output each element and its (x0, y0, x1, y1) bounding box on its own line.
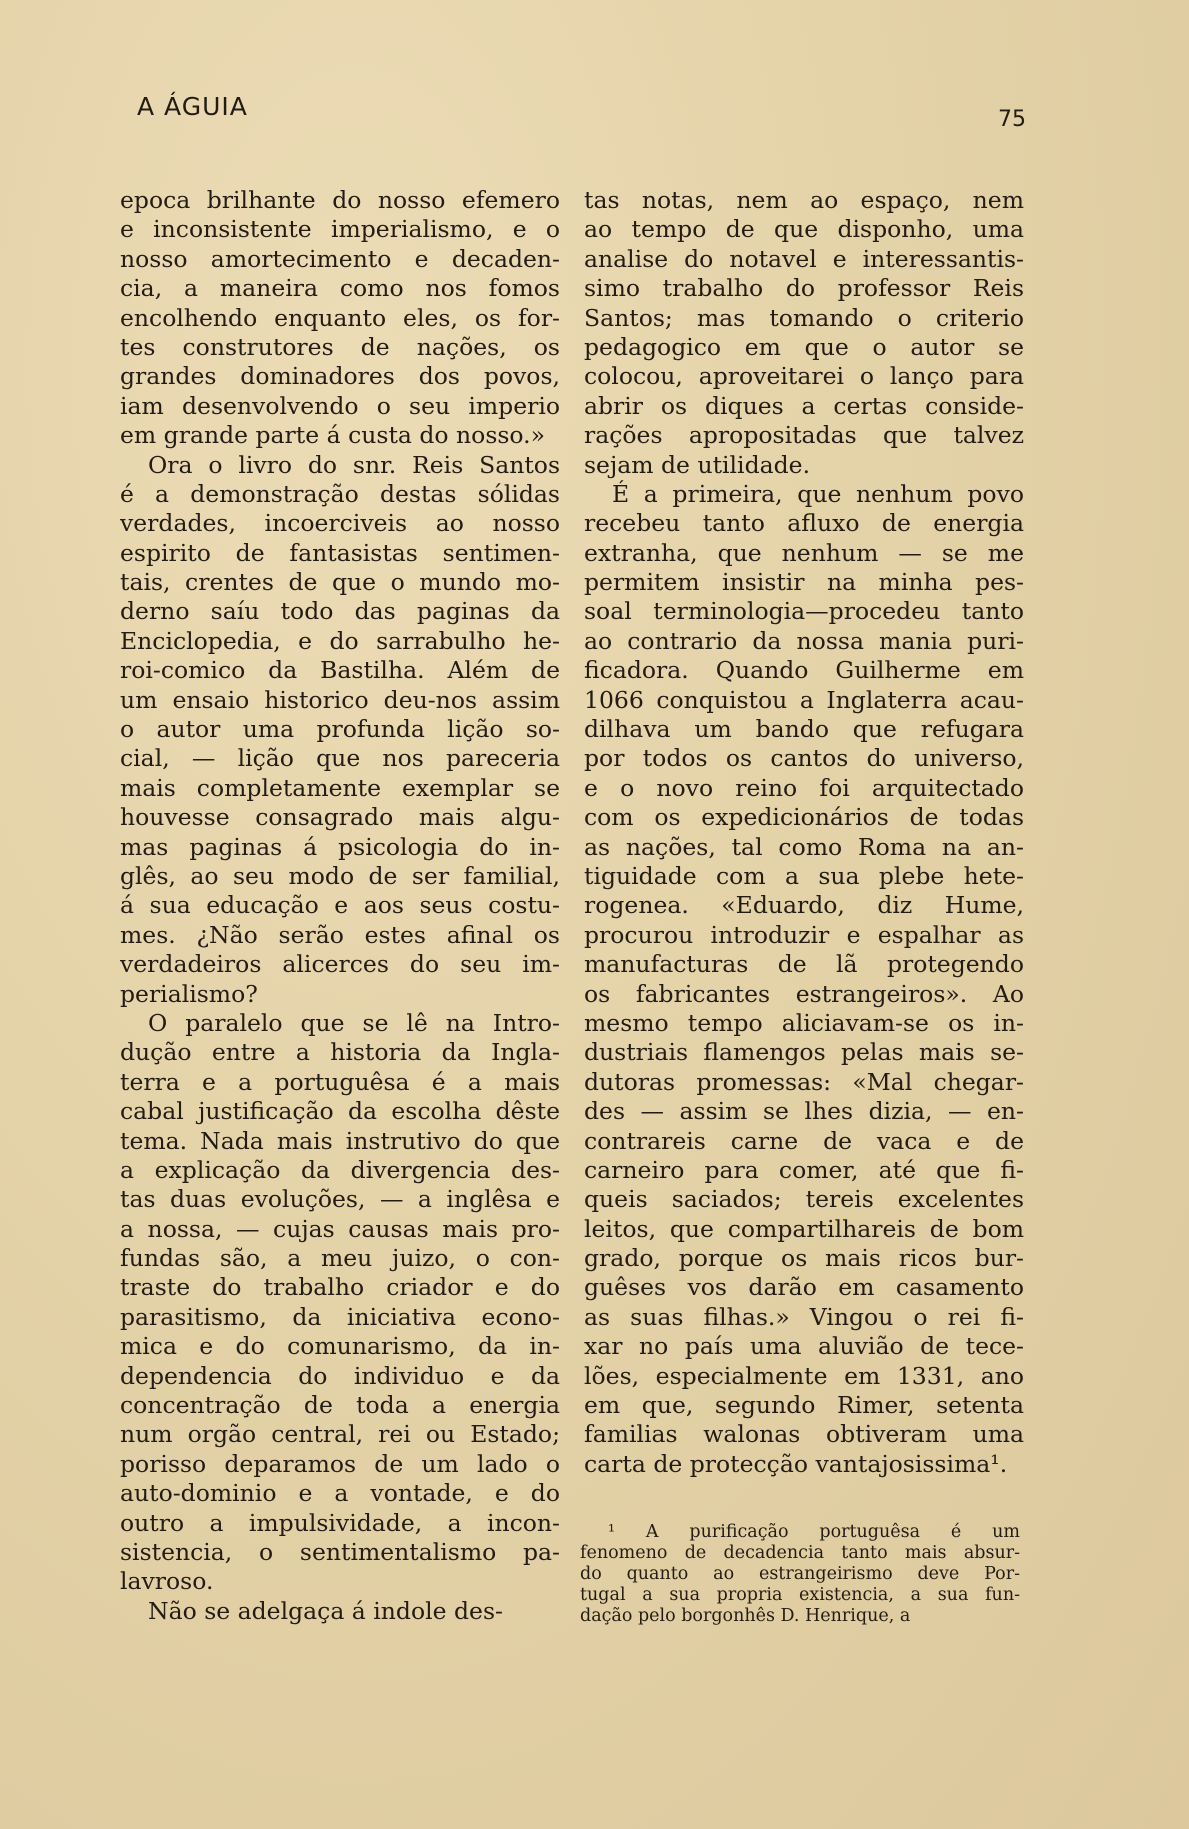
text-line: mas paginas á psicologia do in- (120, 832, 560, 861)
text-line: mais completamente exemplar se (120, 773, 560, 802)
text-line: perialismo? (120, 979, 258, 1008)
text-line: sejam de utilidade. (584, 450, 811, 479)
text-line: as nações, tal como Roma na an- (584, 832, 1024, 861)
text-line: soal terminologia—procedeu tanto (584, 597, 1024, 626)
text-line: grandes dominadores dos povos, (120, 362, 560, 391)
text-line: dação pelo borgonhês D. Henrique, a (580, 1606, 911, 1626)
text-line: permitem insistir na minha pes- (584, 568, 1024, 597)
text-line: terra e a portuguêsa é a mais (120, 1067, 560, 1096)
text-line: tugal a sua propria existencia, a sua fun- (580, 1585, 1020, 1605)
text-line: dustriais flamengos pelas mais se- (584, 1038, 1024, 1067)
text-line: analise do notavel e interessantis- (584, 244, 1024, 273)
text-line: houvesse consagrado mais algu- (120, 803, 560, 832)
footnote (580, 1522, 1020, 1627)
text-line: ficadora. Quando Guilherme em (584, 656, 1024, 685)
text-line: é a demonstração destas sólidas (120, 479, 560, 508)
text-line: com os expedicionários de todas (584, 803, 1024, 832)
text-line: cabal justificação da escolha dêste (120, 1097, 560, 1126)
text-line: espirito de fantasistas sentimen- (120, 538, 560, 567)
text-line: derno saíu todo das paginas da (120, 597, 560, 626)
text-line: em que, segundo Rimer, setenta (584, 1391, 1024, 1420)
text-line: cial, — lição que nos pareceria (120, 744, 560, 773)
text-line: ¹ A purificação portuguêsa é um (608, 1522, 1020, 1542)
text-line: tas notas, nem ao espaço, nem (584, 186, 1024, 214)
text-line: auto-dominio e a vontade, e do (120, 1479, 560, 1508)
right-text-column (584, 186, 1024, 1479)
text-line: extranha, que nenhum — se me (584, 538, 1024, 567)
text-line: mesmo tempo aliciavam-se os in- (584, 1008, 1024, 1037)
running-header-title: A ÁGUIA (137, 92, 248, 121)
text-line: rogenea. «Eduardo, diz Hume, (584, 891, 1024, 920)
text-line: Ora o livro do snr. Reis Santos (148, 450, 560, 479)
text-line: tais, crentes de que o mundo mo- (120, 568, 560, 597)
text-line: O paralelo que se lê na Intro- (148, 1008, 560, 1037)
text-line: carneiro para comer, até que fi- (584, 1155, 1024, 1184)
text-line: guêses vos darão em casamento (584, 1273, 1024, 1302)
text-line: roi-comico da Bastilha. Além de (120, 656, 560, 685)
text-line: rações apropositadas que talvez (584, 421, 1024, 450)
text-line: recebeu tanto afluxo de energia (584, 509, 1024, 538)
text-line: familias walonas obtiveram uma (584, 1420, 1024, 1449)
text-line: verdades, incoerciveis ao nosso (120, 509, 560, 538)
text-line: Enciclopedia, e do sarrabulho he- (120, 626, 560, 655)
text-line: cia, a maneira como nos fomos (120, 274, 560, 303)
text-line: queis saciados; tereis excelentes (584, 1185, 1024, 1214)
text-line: procurou introduzir e espalhar as (584, 920, 1024, 949)
text-line: abrir os diques a certas conside- (584, 391, 1024, 420)
text-line: Não se adelgaça á indole des- (148, 1596, 503, 1625)
text-line: em grande parte á custa do nosso.» (120, 421, 546, 450)
text-line: a nossa, — cujas causas mais pro- (120, 1214, 560, 1243)
text-line: dução entre a historia da Ingla- (120, 1038, 560, 1067)
text-line: lões, especialmente em 1331, ano (584, 1361, 1024, 1390)
text-line: tiguidade com a sua plebe hete- (584, 861, 1024, 890)
text-line: tas duas evoluções, — a inglêsa e (120, 1185, 560, 1214)
text-line: contrareis carne de vaca e de (584, 1126, 1024, 1155)
text-line: e inconsistente imperialismo, e o (120, 215, 560, 244)
text-line: des — assim se lhes dizia, — en- (584, 1097, 1024, 1126)
text-line: leitos, que compartilhareis de bom (584, 1214, 1024, 1243)
text-line: carta de protecção vantajosissima¹. (584, 1449, 1008, 1478)
text-line: os fabricantes estrangeiros». Ao (584, 979, 1024, 1008)
text-line: dutoras promessas: «Mal chegar- (584, 1067, 1024, 1096)
text-line: as suas filhas.» Vingou o rei fi- (584, 1302, 1024, 1331)
text-line: mica e do comunarismo, da in- (120, 1332, 560, 1361)
text-line: outro a impulsividade, a incon- (120, 1508, 560, 1537)
text-line: porisso deparamos de um lado o (120, 1449, 560, 1478)
text-line: glês, ao seu modo de ser familial, (120, 861, 560, 890)
text-line: mes. ¿Não serão estes afinal os (120, 920, 560, 949)
text-line: lavroso. (120, 1567, 214, 1596)
text-line: xar no país uma aluvião de tece- (584, 1332, 1024, 1361)
text-line: grado, porque os mais ricos bur- (584, 1244, 1024, 1273)
text-line: a explicação da divergencia des- (120, 1155, 560, 1184)
text-line: tes construtores de nações, os (120, 332, 560, 361)
text-line: o autor uma profunda lição so- (120, 715, 560, 744)
text-line: do quanto ao estrangeirismo deve Por- (580, 1564, 1020, 1584)
page-number: 75 (998, 107, 1026, 132)
text-line: sistencia, o sentimentalismo pa- (120, 1537, 560, 1566)
text-line: nosso amortecimento e decaden- (120, 244, 560, 273)
text-line: manufacturas de lã protegendo (584, 950, 1024, 979)
text-line: concentração de toda a energia (120, 1391, 560, 1420)
text-line: ao tempo de que disponho, uma (584, 215, 1024, 244)
text-line: 1066 conquistou a Inglaterra acau- (584, 685, 1024, 714)
text-line: traste do trabalho criador e do (120, 1273, 560, 1302)
text-line: dependencia do individuo e da (120, 1361, 560, 1390)
text-line: Santos; mas tomando o criterio (584, 303, 1024, 332)
text-line: ao contrario da nossa mania puri- (584, 626, 1024, 655)
text-line: fundas são, a meu juizo, o con- (120, 1244, 560, 1273)
text-line: encolhendo enquanto eles, os for- (120, 303, 560, 332)
text-line: colocou, aproveitarei o lanço para (584, 362, 1024, 391)
text-line: um ensaio historico deu-nos assim (120, 685, 560, 714)
left-text-column (120, 186, 560, 1626)
text-line: pedagogico em que o autor se (584, 332, 1024, 361)
text-line: e o novo reino foi arquitectado (584, 773, 1024, 802)
text-line: parasitismo, da iniciativa econo- (120, 1302, 560, 1331)
text-line: simo trabalho do professor Reis (584, 274, 1024, 303)
text-line: por todos os cantos do universo, (584, 744, 1024, 773)
text-line: verdadeiros alicerces do seu im- (120, 950, 560, 979)
text-line: epoca brilhante do nosso efemero (120, 186, 560, 214)
text-line: num orgão central, rei ou Estado; (120, 1420, 560, 1449)
text-line: É a primeira, que nenhum povo (612, 479, 1024, 508)
text-line: á sua educação e aos seus costu- (120, 891, 560, 920)
text-line: fenomeno de decadencia tanto mais absur- (580, 1543, 1020, 1563)
text-line: iam desenvolvendo o seu imperio (120, 391, 560, 420)
text-line: tema. Nada mais instrutivo do que (120, 1126, 560, 1155)
text-line: dilhava um bando que refugara (584, 715, 1024, 744)
